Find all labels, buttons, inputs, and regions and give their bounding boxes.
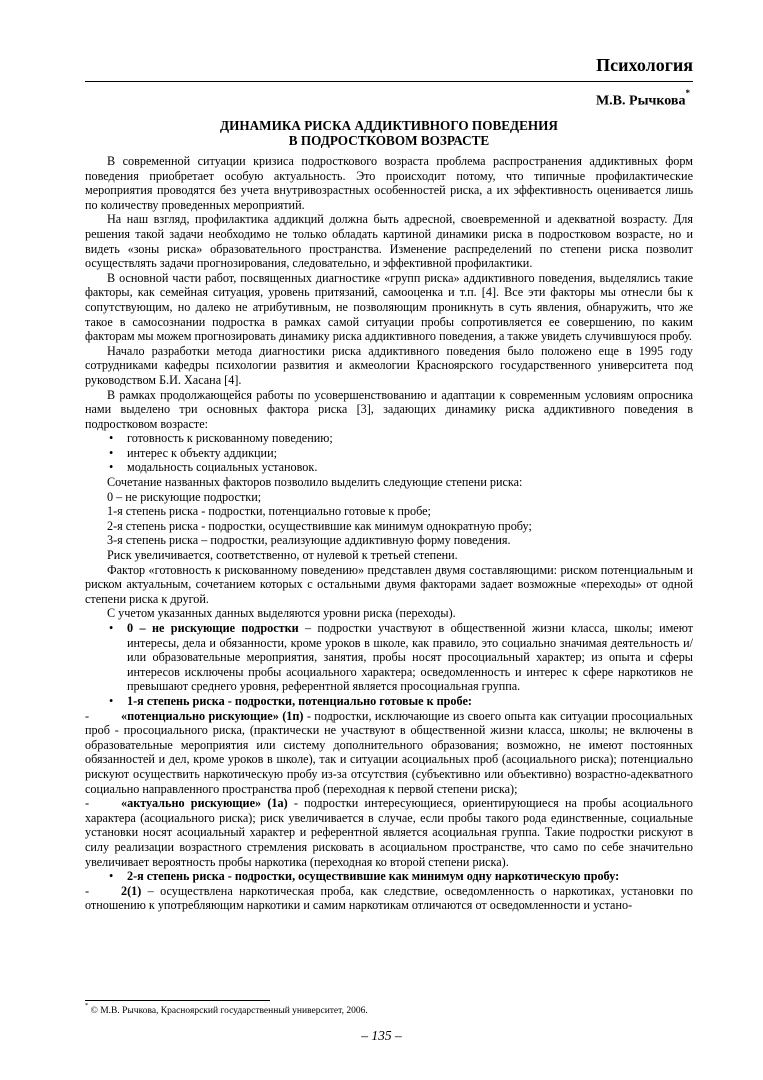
paragraph: Фактор «готовность к рискованному поведению» представлен двумя составляющими: риском потенциальным и риском актуальным, сочетанием которых с остальными двумя факторами задает возможные «переходы» от одной степени риска к другой. bbox=[85, 562, 693, 606]
title-line-1: ДИНАМИКА РИСКА АДДИКТИВНОГО ПОВЕДЕНИЯ bbox=[220, 118, 558, 133]
article-body bbox=[85, 154, 693, 913]
risk-level-item: 1-я степень риска - подростки, потенциально готовые к пробе; bbox=[107, 504, 431, 519]
risk-level-item: 3-я степень риска – подростки, реализующие аддиктивную форму поведения. bbox=[107, 533, 511, 548]
factor-item: • модальность социальных установок. bbox=[85, 460, 693, 475]
potential-risk-heading: «потенциально рискующие» (1п) bbox=[121, 708, 304, 723]
risk-one-heading: 1-я степень риска - подростки, потенциально готовые к пробе: bbox=[127, 693, 472, 708]
paragraph: В современной ситуации кризиса подросткового возраста проблема распространения аддиктивных форм поведения приобретает особую актуальность. Это происходит потому, что типичные профилактические мероприятия проводятся без учета внутривозрастных особенностей риска, а их эффективность оценивается лишь по количеству проведенных мероприятий. bbox=[85, 154, 693, 212]
factor-item: • готовность к рискованному поведению; bbox=[85, 431, 693, 446]
section-title: Психология bbox=[596, 55, 693, 75]
risk-two-one-text: – осуществлена наркотическая проба, как следствие, осведомленность о наркотиках, установки по отношению к употребляющим наркотики и самим наркотикам отличаются от осведомленности и устано- bbox=[85, 883, 693, 913]
risk-two-heading: 2-я степень риска - подростки, осуществившие как минимум одну наркотическую пробу: bbox=[127, 869, 620, 884]
header-rule bbox=[85, 81, 693, 82]
paragraph: Сочетание названных факторов позволило выделить следующие степени риска: bbox=[107, 475, 523, 490]
paragraph: Риск увеличивается, соответственно, от нулевой к третьей степени. bbox=[107, 548, 458, 563]
risk-zero-heading: 0 – не рискующие подростки bbox=[127, 621, 299, 635]
potential-risk-text: - подростки, исключающие из своего опыта как ситуации просоциальных проб - просоциального риска, (практически не участвуют в общественной жизни класса, школы; не включены в образовательные мероприятия или систему дополнительного образования; возможно, не имеют постоянных обязанностей и дел, кроме уроков в школе), так и ситуации асоциальных проб (асоциального риска); потенциально рискуют осуществить наркотическую пробу из-за отсутствия (субъективно или объективно) возрастно-адекватного социально направленного пространства проб (переходная к первой степени риска); bbox=[85, 708, 693, 796]
actual-risk-text: - подростки интересующиеся, ориентирующиеся на пробы асоциального характера (асоциального риска); риск увеличивается в случае, если пробы такого рода единственные, социальные установки носят асоциальный характер и референтной является асоциальная группа. Такие подростки рискуют в силу реализации возрастного стремления рисковать в асоциальном пространстве, что само по себе значительно увеличивает вероятность пробы наркотика (переходная ко второй степени риска). bbox=[85, 796, 693, 869]
article-title bbox=[85, 118, 693, 148]
risk-two-one-item bbox=[85, 884, 693, 913]
footnote-rule bbox=[85, 1000, 270, 1001]
footnote-text: © М.В. Рычкова, Красноярский государственный университет, 2006. bbox=[90, 1006, 368, 1017]
factor-item: • интерес к объекту аддикции; bbox=[85, 446, 693, 461]
actual-risk-item bbox=[85, 796, 693, 869]
paragraph: На наш взгляд, профилактика аддикций должна быть адресной, своевременной и адекватной возрасту. Для решения такой задачи необходимо не только обладать картиной динамики риска в подростковом возрасте, но и видеть «зоны риска» образовательного пространства. Изменение распределений по степени риска позволит осуществлять задачи прогнозирования, следовательно, и эффективной профилактики. bbox=[85, 212, 693, 271]
risk-level-item: 0 – не рискующие подростки; bbox=[107, 489, 262, 504]
potential-risk-item bbox=[85, 709, 693, 797]
author-footnote-mark: * bbox=[685, 88, 690, 98]
risk-zero-text: – подростки участвуют в общественной жизни класса, школы; имеют интересы, дела и обязанности, кроме уроков в школе, как правило, это социально значимая деятельность и/или образовательные мероприятия, занятия, пробы носят просоциальный характер; из опыта и сферы интересов исключены пробы асоциального характера; осведомленность и интерес к сфере наркотиков не превышают среднего уровня, референтной является просоциальная группа. bbox=[127, 621, 693, 694]
dash-marker: - bbox=[85, 796, 90, 811]
author bbox=[595, 88, 690, 110]
risk-one-item bbox=[85, 694, 693, 709]
risk-zero-item bbox=[85, 621, 693, 694]
author-name: М.В. Рычкова bbox=[595, 93, 686, 109]
risk-level-item: 2-я степень риска - подростки, осуществившие как минимум однократную пробу; bbox=[107, 518, 532, 533]
footnote bbox=[85, 1004, 368, 1016]
dash-marker: - bbox=[85, 708, 90, 723]
risk-two-item bbox=[85, 869, 693, 884]
dash-marker: - bbox=[85, 883, 90, 898]
page-number: – 135 – bbox=[361, 1028, 402, 1043]
paragraph: В рамках продолжающейся работы по усовершенствованию и адаптации к современным условиям опросника нами выделено три основных фактора риска [3], задающих динамику риска аддиктивного поведения в подростковом возрасте: bbox=[85, 387, 693, 431]
paragraph: Начало разработки метода диагностики риска аддиктивного поведения было положено еще в 1995 году сотрудниками кафедры психологии развития и акмеологии Красноярского государственного университета под руководством Б.И. Хасана [4]. bbox=[85, 343, 693, 387]
footnote-mark: * bbox=[85, 1002, 89, 1009]
paragraph: С учетом указанных данных выделяются уровни риска (переходы). bbox=[107, 606, 456, 621]
actual-risk-heading: «актуально рискующие» (1а) bbox=[121, 796, 288, 811]
title-line-2: В ПОДРОСТКОВОМ ВОЗРАСТЕ bbox=[288, 133, 490, 148]
risk-two-one-heading: 2(1) bbox=[121, 883, 142, 898]
paragraph: В основной части работ, посвященных диагностике «групп риска» аддиктивного поведения, выделялись такие факторы, как семейная ситуация, уровень притязаний, самооценка и т.п. [4]. Все эти факторы мы отнесли бы к сопутствующим, но далеко не атрибутивным, не позволяющим проникнуть в суть явления, обнаружить, что же такое в самосознании подростка в рамках самой ситуации пробы сопротивляется ее совершению, по каким факторам мы можем прогнозировать динамику риска аддиктивного поведения, а также увидеть случившуюся пробу. bbox=[85, 270, 693, 344]
